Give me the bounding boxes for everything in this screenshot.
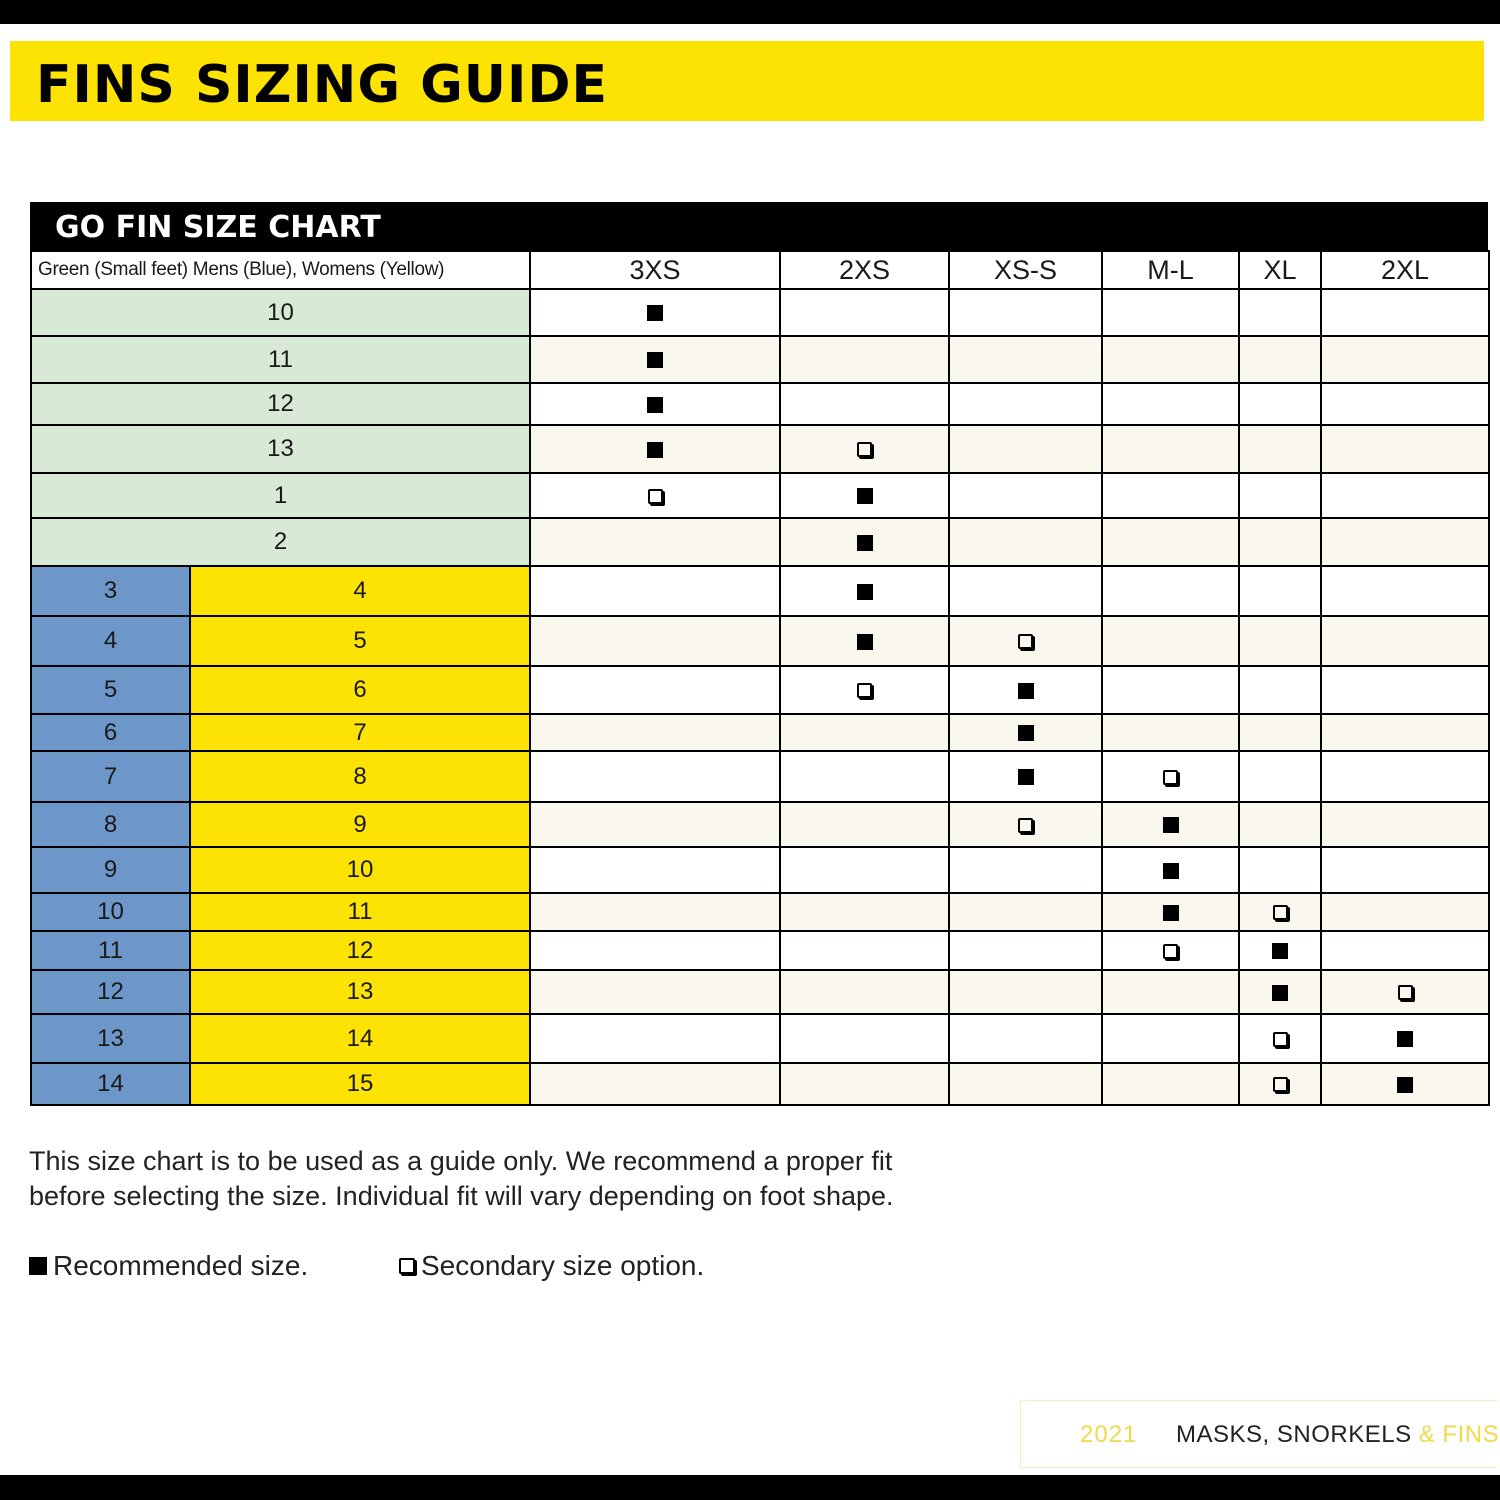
size-cell [530, 473, 780, 518]
table-body [31, 289, 1489, 1105]
filled-square-icon [647, 352, 663, 368]
size-cell [1321, 970, 1489, 1014]
womens-size: 15 [190, 1063, 530, 1105]
size-cell [1321, 336, 1489, 383]
small-feet-size: 11 [31, 336, 530, 383]
size-cell [780, 473, 949, 518]
small-feet-size: 13 [31, 425, 530, 473]
mens-size: 9 [31, 847, 190, 893]
legend-recommended [29, 1250, 308, 1282]
filled-square-icon [1272, 943, 1288, 959]
mens-size: 13 [31, 1014, 190, 1063]
table-row [31, 1063, 1489, 1105]
open-square-icon [648, 489, 663, 504]
size-cell [1239, 1014, 1321, 1063]
size-cell [949, 473, 1102, 518]
size-cell [1321, 566, 1489, 616]
size-cell [1239, 893, 1321, 931]
filled-square-icon [1163, 817, 1179, 833]
size-cell [530, 518, 780, 566]
size-cell [1239, 931, 1321, 970]
size-cell [1239, 336, 1321, 383]
size-cell [1239, 383, 1321, 425]
table-row [31, 751, 1489, 802]
size-cell [1102, 931, 1239, 970]
table-row [31, 1014, 1489, 1063]
size-cell [780, 336, 949, 383]
size-cell [1239, 666, 1321, 714]
filled-square-icon [857, 584, 873, 600]
size-cell [1102, 751, 1239, 802]
size-cell [530, 893, 780, 931]
mens-size: 6 [31, 714, 190, 751]
header-row [31, 251, 1489, 289]
size-cell [949, 383, 1102, 425]
size-cell [1102, 473, 1239, 518]
mens-size: 14 [31, 1063, 190, 1105]
size-cell [1102, 289, 1239, 336]
size-cell [780, 847, 949, 893]
size-cell [949, 666, 1102, 714]
size-cell [949, 518, 1102, 566]
mens-size: 10 [31, 893, 190, 931]
womens-size: 9 [190, 802, 530, 847]
size-cell [1321, 714, 1489, 751]
size-cell [949, 802, 1102, 847]
table-row [31, 802, 1489, 847]
table-row [31, 473, 1489, 518]
mens-size: 12 [31, 970, 190, 1014]
column-legend: Green (Small feet) Mens (Blue), Womens (Yellow) [31, 251, 530, 289]
size-cell [1321, 425, 1489, 473]
size-cell [949, 1014, 1102, 1063]
filled-square-icon [1018, 725, 1034, 741]
size-chart [30, 202, 1488, 1106]
small-feet-size: 2 [31, 518, 530, 566]
size-cell [530, 616, 780, 666]
womens-size: 8 [190, 751, 530, 802]
size-cell [1321, 847, 1489, 893]
size-cell [1102, 616, 1239, 666]
small-feet-size: 12 [31, 383, 530, 425]
size-cell [1321, 1014, 1489, 1063]
size-cell [1102, 383, 1239, 425]
filled-square-icon [647, 397, 663, 413]
footer-title-amp: & FINS [1418, 1421, 1500, 1448]
size-cell [530, 336, 780, 383]
table-row [31, 893, 1489, 931]
filled-square-icon [647, 442, 663, 458]
size-cell [1321, 751, 1489, 802]
size-cell [530, 751, 780, 802]
size-cell [1239, 847, 1321, 893]
open-square-icon [399, 1258, 415, 1274]
mens-size: 5 [31, 666, 190, 714]
size-cell [1102, 970, 1239, 1014]
size-cell [530, 666, 780, 714]
size-cell [1239, 566, 1321, 616]
size-cell [530, 383, 780, 425]
table-row [31, 847, 1489, 893]
size-cell [949, 714, 1102, 751]
size-cell [1102, 1063, 1239, 1105]
table-row [31, 931, 1489, 970]
open-square-icon [1163, 770, 1178, 785]
size-cell [1102, 893, 1239, 931]
size-cell [780, 383, 949, 425]
filled-square-icon [1397, 1077, 1413, 1093]
womens-size: 10 [190, 847, 530, 893]
size-cell [530, 566, 780, 616]
size-cell [780, 666, 949, 714]
size-cell [780, 616, 949, 666]
womens-size: 14 [190, 1014, 530, 1063]
table-row [31, 666, 1489, 714]
size-cell [1239, 616, 1321, 666]
col-header: XS-S [949, 251, 1102, 289]
size-cell [780, 751, 949, 802]
womens-size: 5 [190, 616, 530, 666]
size-cell [1321, 473, 1489, 518]
size-cell [780, 931, 949, 970]
table-row [31, 383, 1489, 425]
size-cell [949, 931, 1102, 970]
size-cell [780, 518, 949, 566]
size-cell [1239, 751, 1321, 802]
size-cell [949, 336, 1102, 383]
size-cell [949, 425, 1102, 473]
bottom-border [0, 1475, 1500, 1500]
filled-square-icon [647, 305, 663, 321]
size-cell [949, 289, 1102, 336]
size-cell [1321, 666, 1489, 714]
footer-year: 2021 [1080, 1421, 1138, 1448]
table-row [31, 425, 1489, 473]
note-line: This size chart is to be used as a guide only. We recommend a proper fit [29, 1146, 893, 1176]
size-cell [1239, 518, 1321, 566]
legend-secondary-label: Secondary size option. [421, 1250, 705, 1281]
col-header: XL [1239, 251, 1321, 289]
size-cell [780, 970, 949, 1014]
table-row [31, 566, 1489, 616]
size-cell [1239, 1063, 1321, 1105]
filled-square-icon [1018, 769, 1034, 785]
size-cell [1321, 616, 1489, 666]
size-cell [530, 1014, 780, 1063]
table-row [31, 289, 1489, 336]
size-cell [949, 1063, 1102, 1105]
size-cell [530, 802, 780, 847]
womens-size: 12 [190, 931, 530, 970]
title-banner [10, 41, 1484, 121]
footer-title [1176, 1421, 1499, 1449]
filled-square-icon [1397, 1031, 1413, 1047]
size-cell [780, 1014, 949, 1063]
mens-size: 4 [31, 616, 190, 666]
size-cell [780, 802, 949, 847]
size-table [30, 250, 1490, 1106]
size-cell [1321, 518, 1489, 566]
open-square-icon [1018, 818, 1033, 833]
footer-title-main: MASKS, SNORKELS [1176, 1421, 1412, 1448]
open-square-icon [857, 683, 872, 698]
mens-size: 8 [31, 802, 190, 847]
size-cell [1102, 666, 1239, 714]
size-cell [530, 425, 780, 473]
open-square-icon [1273, 1032, 1288, 1047]
page [0, 24, 1500, 1475]
size-cell [1321, 931, 1489, 970]
col-header: 2XS [780, 251, 949, 289]
size-cell [1239, 970, 1321, 1014]
size-cell [949, 893, 1102, 931]
open-square-icon [1018, 634, 1033, 649]
size-cell [949, 970, 1102, 1014]
col-header: 2XL [1321, 251, 1489, 289]
open-square-icon [1273, 1077, 1288, 1092]
size-cell [1102, 1014, 1239, 1063]
size-cell [780, 425, 949, 473]
size-cell [780, 1063, 949, 1105]
open-square-icon [1163, 944, 1178, 959]
mens-size: 7 [31, 751, 190, 802]
size-cell [1239, 473, 1321, 518]
size-cell [530, 931, 780, 970]
size-cell [780, 566, 949, 616]
size-cell [1102, 336, 1239, 383]
filled-square-icon [29, 1257, 47, 1275]
page-title: FINS SIZING GUIDE [36, 55, 609, 115]
filled-square-icon [1163, 905, 1179, 921]
top-border [0, 0, 1500, 24]
small-feet-size: 1 [31, 473, 530, 518]
open-square-icon [857, 442, 872, 457]
size-cell [1239, 289, 1321, 336]
legend-recommended-label: Recommended size. [53, 1250, 309, 1281]
size-cell [1102, 847, 1239, 893]
size-cell [780, 893, 949, 931]
size-cell [1239, 425, 1321, 473]
size-cell [949, 847, 1102, 893]
size-cell [530, 847, 780, 893]
size-cell [1239, 802, 1321, 847]
womens-size: 4 [190, 566, 530, 616]
mens-size: 3 [31, 566, 190, 616]
size-cell [1102, 518, 1239, 566]
chart-title: GO FIN SIZE CHART [30, 202, 1488, 250]
size-cell [530, 714, 780, 751]
womens-size: 13 [190, 970, 530, 1014]
size-cell [1321, 802, 1489, 847]
womens-size: 6 [190, 666, 530, 714]
size-cell [1239, 714, 1321, 751]
table-row [31, 616, 1489, 666]
size-cell [780, 289, 949, 336]
mens-size: 11 [31, 931, 190, 970]
legend-secondary [399, 1250, 704, 1282]
filled-square-icon [857, 535, 873, 551]
size-cell [1321, 289, 1489, 336]
size-cell [949, 616, 1102, 666]
size-cell [780, 714, 949, 751]
size-cell [1102, 802, 1239, 847]
size-cell [530, 289, 780, 336]
size-cell [530, 970, 780, 1014]
filled-square-icon [857, 488, 873, 504]
filled-square-icon [857, 634, 873, 650]
open-square-icon [1398, 985, 1413, 1000]
table-row [31, 970, 1489, 1014]
size-cell [1102, 714, 1239, 751]
table-row [31, 518, 1489, 566]
disclaimer-note [29, 1144, 894, 1214]
womens-size: 7 [190, 714, 530, 751]
col-header: M-L [1102, 251, 1239, 289]
size-cell [949, 751, 1102, 802]
size-cell [1321, 383, 1489, 425]
open-square-icon [1273, 905, 1288, 920]
filled-square-icon [1163, 863, 1179, 879]
size-cell [1102, 425, 1239, 473]
size-cell [1321, 1063, 1489, 1105]
womens-size: 11 [190, 893, 530, 931]
col-header: 3XS [530, 251, 780, 289]
filled-square-icon [1018, 683, 1034, 699]
size-cell [1321, 893, 1489, 931]
size-cell [530, 1063, 780, 1105]
table-row [31, 714, 1489, 751]
filled-square-icon [1272, 985, 1288, 1001]
size-cell [1102, 566, 1239, 616]
table-row [31, 336, 1489, 383]
small-feet-size: 10 [31, 289, 530, 336]
size-cell [949, 566, 1102, 616]
note-line: before selecting the size. Individual fit will vary depending on foot shape. [29, 1181, 894, 1211]
